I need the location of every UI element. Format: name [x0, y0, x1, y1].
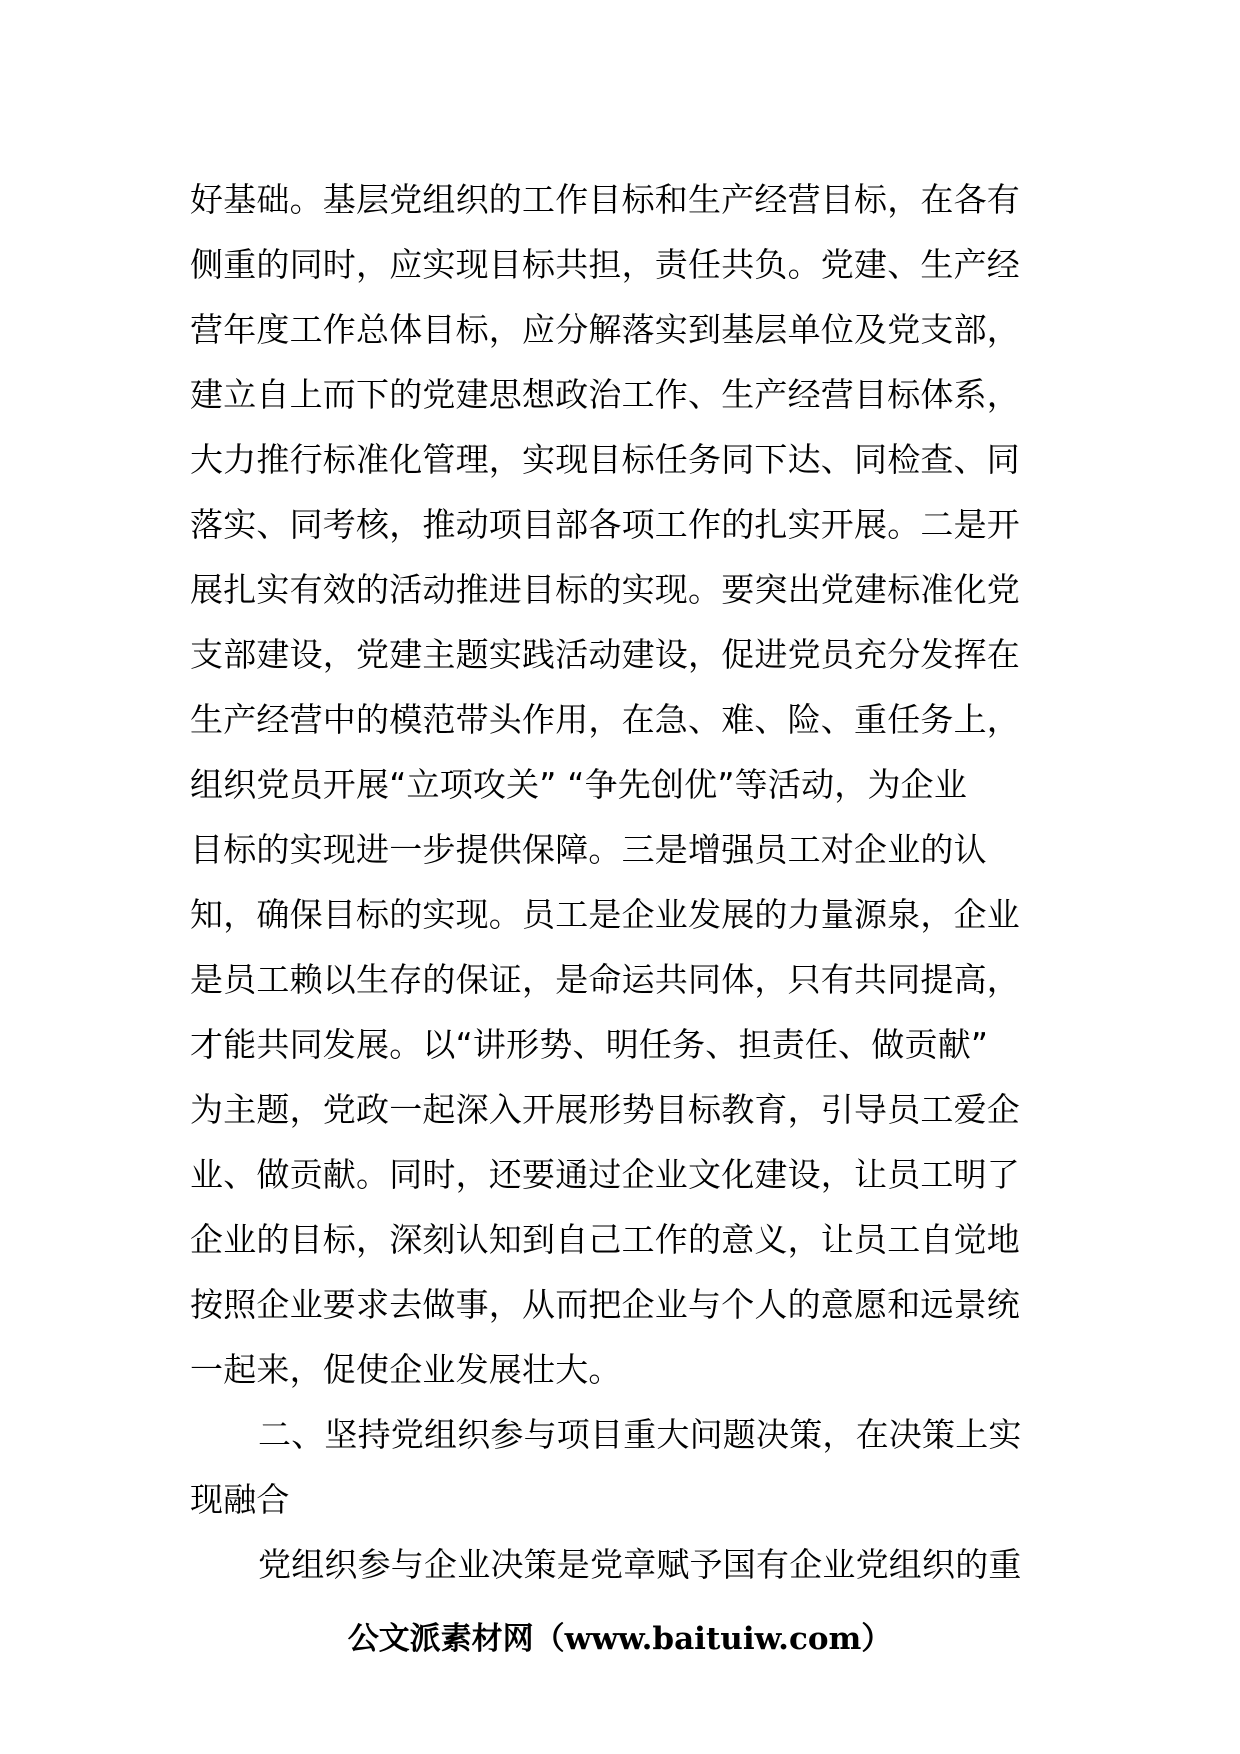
document-body — [190, 167, 1070, 1597]
footer-watermark: 公文派素材网（www.baituiw.com） — [347, 1621, 893, 1657]
body-line: 才能共同发展。以“讲形势、明任务、担责任、做贡献” — [190, 1025, 989, 1064]
body-line: 目标的实现进一步提供保障。三是增强员工对企业的认 — [190, 830, 987, 869]
paragraph-start-line: 党组织参与企业决策是党章赋予国有企业党组织的重 — [258, 1545, 1022, 1584]
body-line: 大力推行标准化管理，实现目标任务同下达、同检查、同 — [190, 440, 1020, 479]
section-heading: 二、坚持党组织参与项目重大问题决策，在决策上实 — [258, 1415, 1022, 1454]
body-line: 建立自上而下的党建思想政治工作、生产经营目标体系， — [190, 375, 1020, 414]
body-line: 为主题，党政一起深入开展形势目标教育，引导员工爱企 — [190, 1090, 1020, 1129]
body-line: 生产经营中的模范带头作用，在急、难、险、重任务上， — [190, 700, 1020, 739]
body-line: 好基础。基层党组织的工作目标和生产经营目标，在各有 — [190, 180, 1020, 219]
body-line: 侧重的同时，应实现目标共担，责任共负。党建、生产经 — [190, 245, 1020, 284]
body-line: 业、做贡献。同时，还要通过企业文化建设，让员工明了 — [190, 1155, 1020, 1194]
body-line: 落实、同考核，推动项目部各项工作的扎实开展。二是开 — [190, 505, 1020, 544]
body-line: 知，确保目标的实现。员工是企业发展的力量源泉，企业 — [190, 895, 1020, 934]
body-line: 企业的目标，深刻认知到自己工作的意义，让员工自觉地 — [190, 1220, 1020, 1259]
body-line: 展扎实有效的活动推进目标的实现。要突出党建标准化党 — [190, 570, 1020, 609]
section-heading-continued: 现融合 — [190, 1480, 290, 1519]
body-line: 营年度工作总体目标，应分解落实到基层单位及党支部， — [190, 310, 1020, 349]
body-line: 按照企业要求去做事，从而把企业与个人的意愿和远景统 — [190, 1285, 1020, 1324]
body-line: 组织党员开展“立项攻关” “争先创优”等活动，为企业 — [190, 765, 968, 804]
body-line: 支部建设，党建主题实践活动建设，促进党员充分发挥在 — [190, 635, 1020, 674]
body-line: 一起来，促使企业发展壮大。 — [190, 1350, 622, 1389]
body-line: 是员工赖以生存的保证，是命运共同体，只有共同提高， — [190, 960, 1020, 999]
